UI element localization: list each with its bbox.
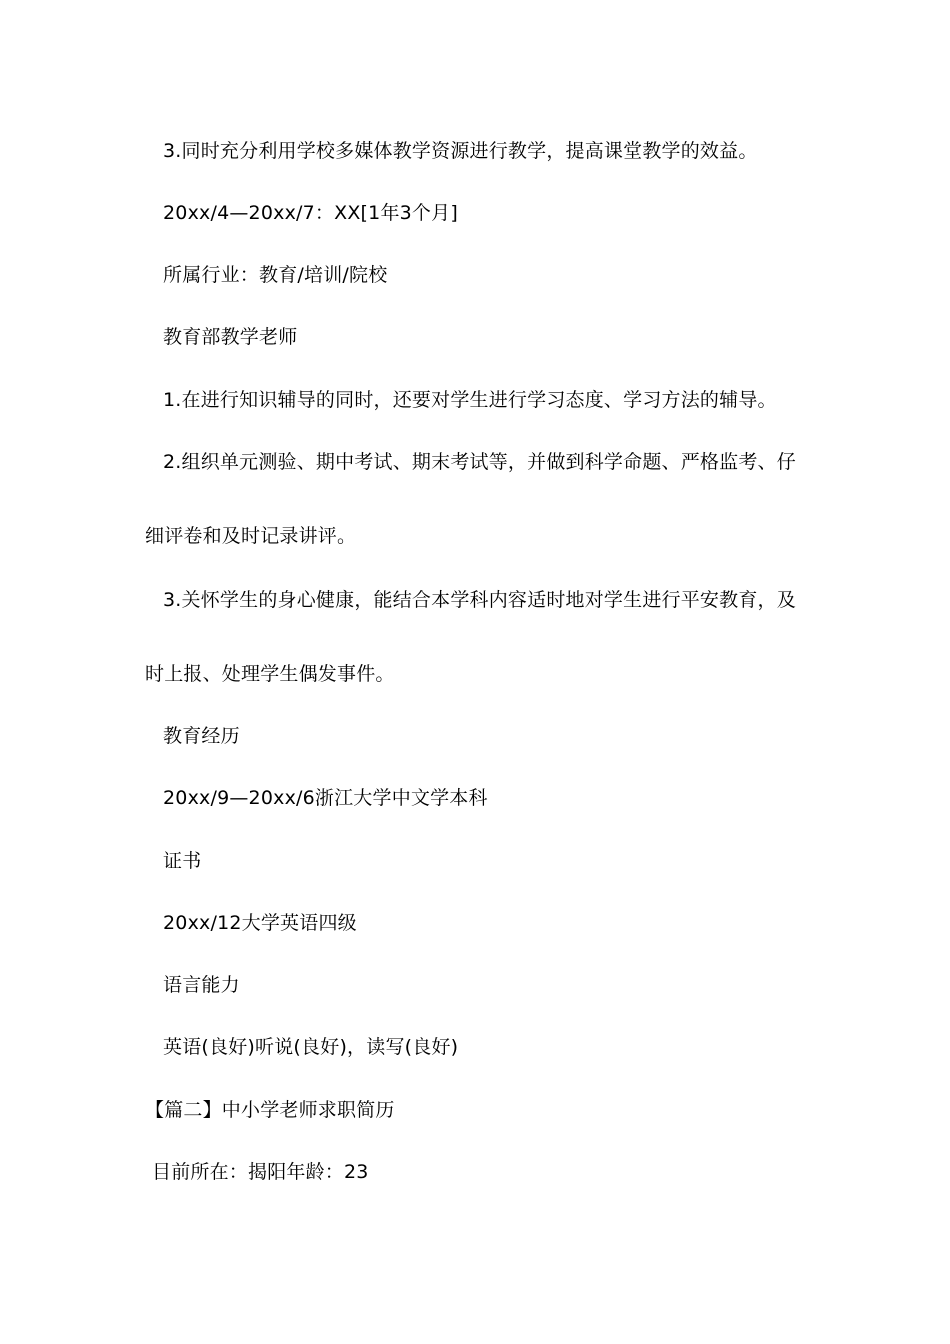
duty-item-2-continued: 细评卷和及时记录讲评。 [145, 525, 357, 547]
location-age-line: 目前所在：揭阳年龄：23 [152, 1161, 369, 1183]
section-heading-certificates: 证书 [163, 850, 202, 872]
job-title: 教育部教学老师 [163, 326, 298, 348]
duty-item-3: 3.关怀学生的身心健康，能结合本学科内容适时地对学生进行平安教育，及 [163, 589, 796, 611]
section-heading-language: 语言能力 [163, 974, 240, 996]
duty-item-2: 2.组织单元测验、期中考试、期末考试等，并做到科学命题、严格监考、仔 [163, 451, 796, 473]
paragraph-multimedia-teaching: 3.同时充分利用学校多媒体教学资源进行教学，提高课堂教学的效益。 [163, 140, 758, 162]
duty-item-1: 1.在进行知识辅导的同时，还要对学生进行学习态度、学习方法的辅导。 [163, 389, 777, 411]
employment-period: 20xx/4—20xx/7：XX[1年3个月] [163, 202, 458, 224]
certificate-entry: 20xx/12大学英语四级 [163, 912, 357, 934]
section-heading-education: 教育经历 [163, 725, 240, 747]
chapter-heading: 【篇二】中小学老师求职简历 [145, 1099, 395, 1121]
industry-line: 所属行业：教育/培训/院校 [163, 264, 388, 286]
education-entry: 20xx/9—20xx/6浙江大学中文学本科 [163, 787, 488, 809]
language-entry: 英语(良好)听说(良好)，读写(良好) [163, 1036, 459, 1058]
duty-item-3-continued: 时上报、处理学生偶发事件。 [145, 663, 395, 685]
